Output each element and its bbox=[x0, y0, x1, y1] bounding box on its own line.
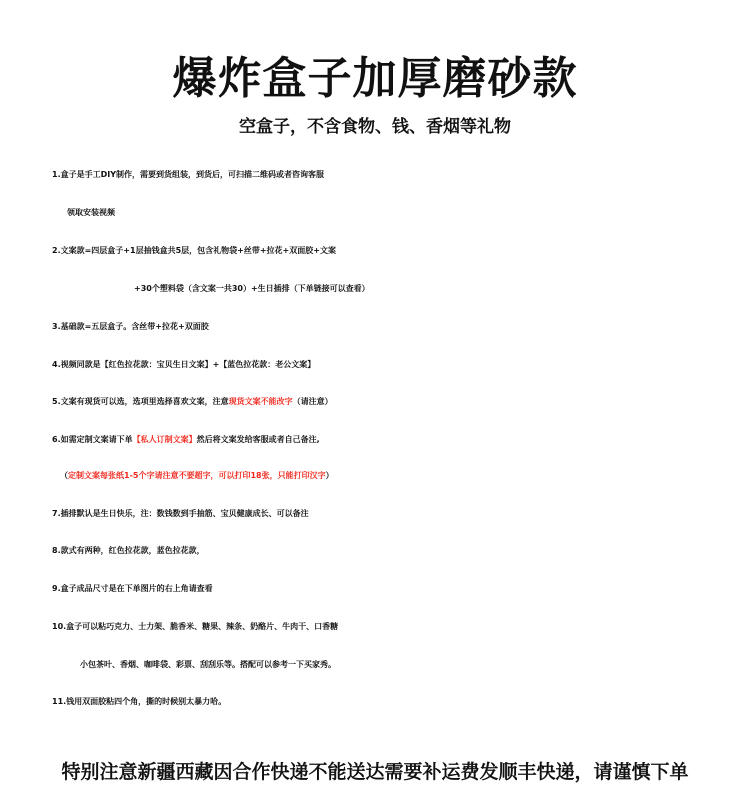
item-1-line-1: 1.盒子是手工DIY制作，需要到货组装，到货后，可扫描二维码或者咨询客服 bbox=[52, 170, 325, 179]
item-4: 4.视频同款是【红色拉花款：宝贝生日文案】+【蓝色拉花款：老公文案】 bbox=[52, 360, 316, 369]
item-11: 11.钱用双面胶粘四个角，撕的时候别太暴力哈。 bbox=[52, 697, 227, 706]
item-5-text: 5.文案有现货可以选，选项里选择喜欢文案，注意 bbox=[52, 397, 229, 406]
item-6-text: 6.如需定制文案请下单 bbox=[52, 435, 133, 444]
item-1-line-2: 领取安装视频 bbox=[67, 208, 115, 217]
shipping-notice: 特别注意新疆西藏因合作快递不能送达需要补运费发顺丰快递，请谨慎下单 bbox=[61, 761, 689, 783]
item-8: 8.款式有两种，红色拉花款，蓝色拉花款， bbox=[52, 546, 205, 555]
item-5 bbox=[0, 389, 750, 415]
item-5-note: （请注意） bbox=[292, 397, 333, 406]
item-10-line-1: 10.盒子可以粘巧克力、士力架、脆香米、糖果、辣条、奶酪片、牛肉干、口香糖 bbox=[52, 622, 339, 631]
item-6-line-2-highlight: 定制文案每张纸1-5个字请注意不要超字，可以打印18张，只能打印汉字 bbox=[68, 471, 326, 480]
page-subtitle: 空盒子，不含食物、钱、香烟等礼物 bbox=[239, 117, 511, 137]
item-7: 7.插排默认是生日快乐，注：数钱数到手抽筋、宝贝健康成长、可以备注 bbox=[52, 509, 309, 518]
item-2-line-1: 2.文案款=四层盒子+1层抽钱盒共5层，包含礼物袋+丝带+拉花+双面胶+文案 bbox=[52, 246, 336, 255]
item-3: 3.基础款=五层盒子。含丝带+拉花+双面胶 bbox=[52, 322, 209, 331]
item-10-line-2: 小包茶叶、香烟、咖啡袋、彩票、刮刮乐等。搭配可以参考一下买家秀。 bbox=[80, 660, 336, 669]
item-6-line-2 bbox=[0, 463, 750, 489]
item-5-highlight: 现货文案不能改字 bbox=[228, 397, 293, 406]
item-9: 9.盒子成品尺寸是在下单图片的右上角请查看 bbox=[52, 584, 213, 593]
item-6-line-1 bbox=[0, 427, 750, 453]
item-6-text-end: 然后将文案发给客服或者自己备注, bbox=[196, 435, 320, 444]
item-6-paren-open: （ bbox=[60, 471, 68, 480]
item-2-line-2: +30个塑料袋（含文案一共30）+生日插排（下单链接可以查看） bbox=[134, 284, 370, 293]
item-6-highlight: 【私人订制文案】 bbox=[132, 435, 197, 444]
page-title: 爆炸盒子加厚磨砂款 bbox=[172, 53, 578, 104]
item-6-paren-close: ） bbox=[325, 471, 334, 480]
